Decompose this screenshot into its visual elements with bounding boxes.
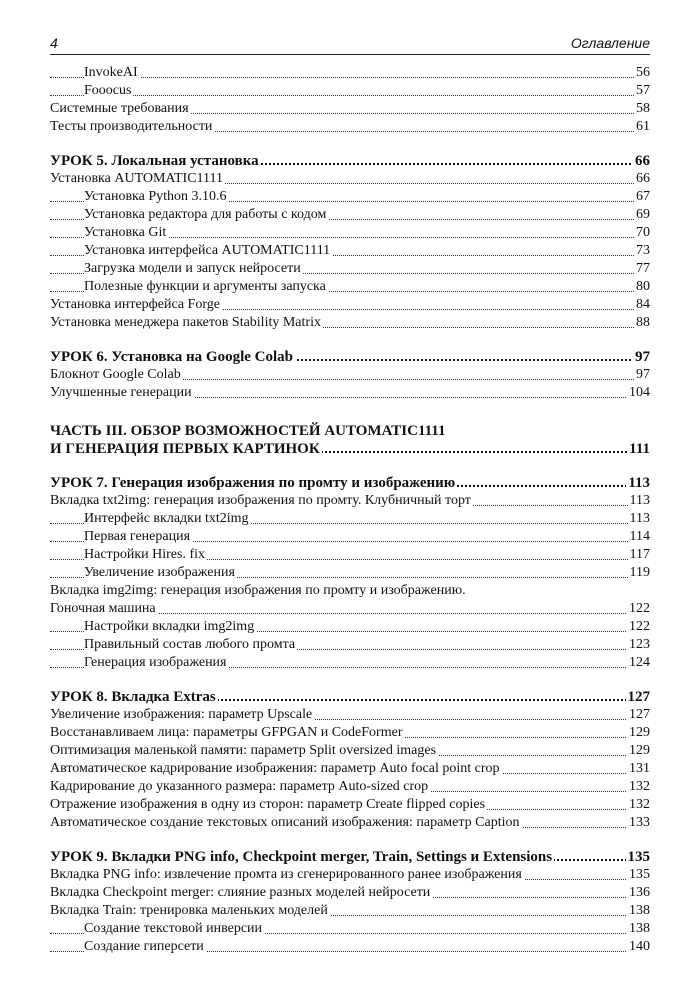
toc-entry[interactable]: Установка интерфейса AUTOMATIC1111 73 bbox=[50, 242, 650, 260]
toc-entry[interactable]: Оптимизация маленькой памяти: параметр Split oversized images 129 bbox=[50, 743, 650, 758]
toc-entry-system-requirements[interactable]: Системные требования 58 bbox=[50, 101, 650, 116]
toc-entry[interactable]: Вкладка txt2img: генерация изображения по промту. Клубничный торт 113 bbox=[50, 493, 650, 508]
toc-lesson-5-heading[interactable]: УРОК 5. Локальная установка 66 bbox=[50, 153, 650, 169]
toc-entry[interactable]: Настройки Hires. fix 117 bbox=[50, 546, 650, 564]
toc-entry[interactable]: Установка менеджера пакетов Stability Matrix 88 bbox=[50, 315, 650, 330]
toc-part-3-line-1: ЧАСТЬ III. ОБЗОР ВОЗМОЖНОСТЕЙ AUTOMATIC1111 bbox=[50, 423, 446, 439]
toc-entry[interactable]: Создание гиперсети 140 bbox=[50, 938, 650, 956]
toc-entry[interactable]: Генерация изображения 124 bbox=[50, 654, 650, 672]
toc-entry[interactable]: Блокнот Google Colab 97 bbox=[50, 367, 650, 382]
toc-entry[interactable]: Установка интерфейса Forge 84 bbox=[50, 297, 650, 312]
running-title: Оглавление bbox=[570, 35, 650, 51]
toc-entry-invokeai[interactable]: InvokeAI 56 bbox=[50, 64, 650, 82]
toc-entry-img2img-line-2[interactable]: Гоночная машина 122 bbox=[50, 601, 650, 616]
toc-entry[interactable]: Полезные функции и аргументы запуска 80 bbox=[50, 278, 650, 296]
toc-entry[interactable]: Увеличение изображения 119 bbox=[50, 564, 650, 582]
table-of-contents bbox=[50, 64, 650, 956]
toc-entry[interactable]: Улучшенные генерации 104 bbox=[50, 385, 650, 400]
toc-entry[interactable]: Установка Git 70 bbox=[50, 224, 650, 242]
toc-entry[interactable]: Автоматическое создание текстовых описаний изображения: параметр Caption 133 bbox=[50, 815, 650, 830]
toc-entry[interactable]: Первая генерация 114 bbox=[50, 528, 650, 546]
page-header bbox=[50, 33, 650, 55]
toc-lesson-8-heading[interactable]: УРОК 8. Вкладка Extras 127 bbox=[50, 689, 650, 705]
toc-entry[interactable]: Интерфейс вкладки txt2img 113 bbox=[50, 510, 650, 528]
toc-entry[interactable]: Вкладка PNG info: извлечение промта из сгенерированного ранее изображения 135 bbox=[50, 867, 650, 882]
toc-entry[interactable]: Увеличение изображения: параметр Upscale 127 bbox=[50, 707, 650, 722]
toc-lesson-7-heading[interactable]: УРОК 7. Генерация изображения по промту и изображению 113 bbox=[50, 475, 650, 491]
toc-entry[interactable]: Правильный состав любого промта 123 bbox=[50, 636, 650, 654]
toc-entry[interactable]: Установка Python 3.10.6 67 bbox=[50, 188, 650, 206]
toc-entry[interactable]: Настройки вкладки img2img 122 bbox=[50, 618, 650, 636]
page-number: 4 bbox=[50, 35, 58, 51]
toc-entry[interactable]: Вкладка Checkpoint merger: слияние разных моделей нейросети 136 bbox=[50, 885, 650, 900]
toc-entry[interactable]: Отражение изображения в одну из сторон: параметр Create flipped copies 132 bbox=[50, 797, 650, 812]
toc-entry[interactable]: Вкладка Train: тренировка маленьких моделей 138 bbox=[50, 903, 650, 918]
toc-entry[interactable]: Установка редактора для работы с кодом 69 bbox=[50, 206, 650, 224]
toc-entry[interactable]: Создание текстовой инверсии 138 bbox=[50, 920, 650, 938]
toc-entry-img2img-line-1[interactable]: Вкладка img2img: генерация изображения по промту и изображению. bbox=[50, 583, 466, 598]
toc-entry[interactable]: Загрузка модели и запуск нейросети 77 bbox=[50, 260, 650, 278]
toc-lesson-9-heading[interactable]: УРОК 9. Вкладки PNG info, Checkpoint merger, Train, Settings и Extensions 135 bbox=[50, 849, 650, 865]
toc-entry[interactable]: Автоматическое кадрирование изображения: параметр Auto focal point crop 131 bbox=[50, 761, 650, 776]
toc-entry[interactable]: Кадрирование до указанного размера: параметр Auto-sized crop 132 bbox=[50, 779, 650, 794]
toc-entry-fooocus[interactable]: Fooocus 57 bbox=[50, 82, 650, 100]
toc-lesson-6-heading[interactable]: УРОК 6. Установка на Google Colab 97 bbox=[50, 349, 650, 365]
toc-entry-performance-tests[interactable]: Тесты производительности 61 bbox=[50, 119, 650, 134]
toc-entry[interactable]: Восстанавливаем лица: параметры GFPGAN и CodeFormer 129 bbox=[50, 725, 650, 740]
toc-entry[interactable]: Установка AUTOMATIC1111 66 bbox=[50, 171, 650, 186]
toc-part-3-heading[interactable]: И ГЕНЕРАЦИЯ ПЕРВЫХ КАРТИНОК 111 bbox=[50, 441, 650, 457]
